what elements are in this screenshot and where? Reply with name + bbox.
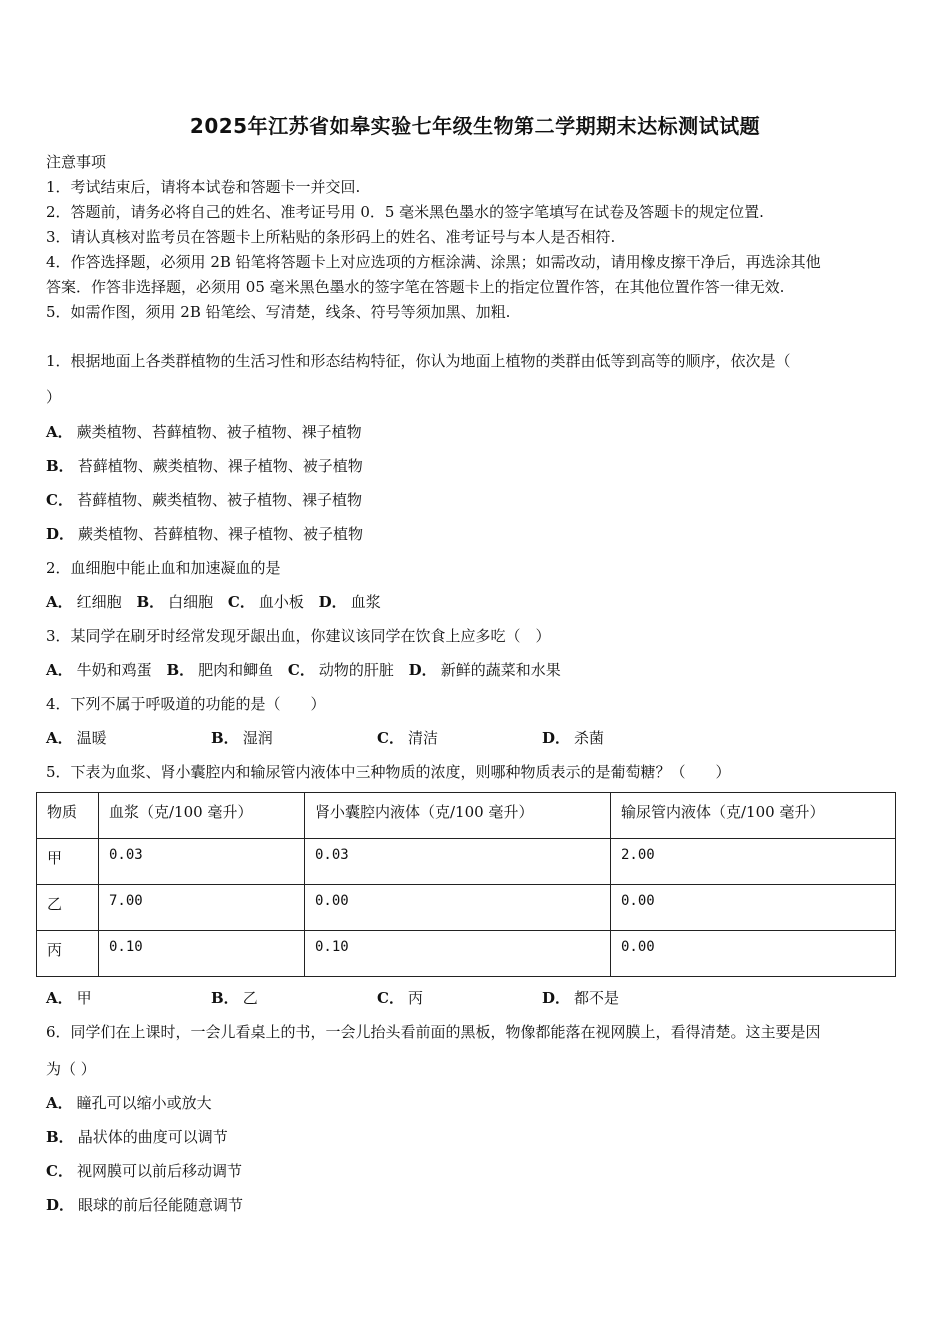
notice-item: 5．如需作图，须用 2B 铅笔绘、写清楚，线条、符号等须加黑、加粗.	[46, 303, 511, 321]
table-cell: 0.10	[305, 931, 611, 977]
q6-option-c: C． 视网膜可以前后移动调节	[46, 1162, 242, 1180]
q6-option-b: B． 晶状体的曲度可以调节	[46, 1128, 228, 1146]
table-cell: 甲	[37, 839, 99, 885]
table-cell: 0.10	[99, 931, 305, 977]
q4-option-d: D． 杀菌	[542, 729, 605, 747]
q5-option-c: C． 丙	[377, 989, 423, 1007]
notice-section	[46, 150, 916, 325]
table-cell: 丙	[37, 931, 99, 977]
q1-stem-end: ）	[46, 388, 62, 406]
q6-stem-end: 为（ ）	[46, 1060, 96, 1078]
table-row	[37, 931, 896, 977]
notice-item: 3．请认真核对监考员在答题卡上所粘贴的条形码上的姓名、准考证号与本人是否相符.	[46, 228, 616, 246]
q5-stem: 5．下表为血浆、肾小囊腔内和输尿管内液体中三种物质的浓度，则哪种物质表示的是葡萄糖？（ ）	[46, 763, 731, 781]
table-row	[37, 885, 896, 931]
q1-option-d: D． 蕨类植物、苔藓植物、裸子植物、被子植物	[46, 525, 364, 543]
q1-option-b: B． 苔藓植物、蕨类植物、裸子植物、被子植物	[46, 457, 363, 475]
q1-stem: 1．根据地面上各类群植物的生活习性和形态结构特征，你认为地面上植物的类群由低等到高等的顺序，依次是（	[46, 352, 791, 370]
notice-item: 4．作答选择题，必须用 2B 铅笔将答题卡上对应选项的方框涂满、涂黑；如需改动，请用橡皮擦干净后，再选涂其他	[46, 253, 821, 271]
q4-stem: 4．下列不属于呼吸道的功能的是（ ）	[46, 695, 326, 713]
table-header-row	[37, 793, 896, 839]
q2-options: A． 红细胞 B． 白细胞 C． 血小板 D． 血浆	[46, 593, 381, 611]
q5-option-a: A． 甲	[46, 989, 92, 1007]
q6-option-d: D． 眼球的前后径能随意调节	[46, 1196, 244, 1214]
q3-stem: 3．某同学在刷牙时经常发现牙龈出血，你建议该同学在饮食上应多吃（ ）	[46, 627, 551, 645]
page-title: 2025年江苏省如皋实验七年级生物第二学期期末达标测试试题	[189, 114, 761, 138]
table-header-cell: 物质	[37, 793, 99, 839]
table-header-cell: 输尿管内液体（克/100 毫升）	[611, 793, 896, 839]
table-cell: 7.00	[99, 885, 305, 931]
q4-option-a: A． 温暖	[46, 729, 107, 747]
table-header-cell: 肾小囊腔内液体（克/100 毫升）	[305, 793, 611, 839]
q6-stem: 6．同学们在上课时，一会儿看桌上的书，一会儿抬头看前面的黑板，物像都能落在视网膜上，看得清楚。这主要是因	[46, 1023, 821, 1041]
q4-option-b: B． 湿润	[211, 729, 273, 747]
table-cell: 0.00	[611, 885, 896, 931]
q5-option-d: D． 都不是	[542, 989, 620, 1007]
q5-table	[36, 792, 896, 977]
q2-stem: 2．血细胞中能止血和加速凝血的是	[46, 559, 281, 577]
q6-option-a: A． 瞳孔可以缩小或放大	[46, 1094, 212, 1112]
table-cell: 0.03	[99, 839, 305, 885]
table-cell: 0.03	[305, 839, 611, 885]
q3-options: A． 牛奶和鸡蛋 B． 肥肉和鲫鱼 C． 动物的肝脏 D． 新鲜的蔬菜和水果	[46, 661, 561, 679]
notice-item: 1．考试结束后，请将本试卷和答题卡一并交回.	[46, 178, 361, 196]
q1-option-c: C． 苔藓植物、蕨类植物、被子植物、裸子植物	[46, 491, 362, 509]
notice-item: 答案．作答非选择题，必须用 05 毫米黑色墨水的签字笔在答题卡上的指定位置作答，在其他位置作答一律无效.	[46, 278, 785, 296]
q4-option-c: C． 清洁	[377, 729, 438, 747]
table-cell: 乙	[37, 885, 99, 931]
table-cell: 0.00	[611, 931, 896, 977]
table-row	[37, 839, 896, 885]
notice-heading: 注意事项	[46, 153, 107, 171]
table-cell: 2.00	[611, 839, 896, 885]
table-cell: 0.00	[305, 885, 611, 931]
q5-option-b: B． 乙	[211, 989, 258, 1007]
q1-option-a: A． 蕨类植物、苔藓植物、被子植物、裸子植物	[46, 423, 362, 441]
notice-item: 2．答题前，请务必将自己的姓名、准考证号用 0．5 毫米黑色墨水的签字笔填写在试卷及答题卡的规定位置.	[46, 203, 764, 221]
table-header-cell: 血浆（克/100 毫升）	[99, 793, 305, 839]
